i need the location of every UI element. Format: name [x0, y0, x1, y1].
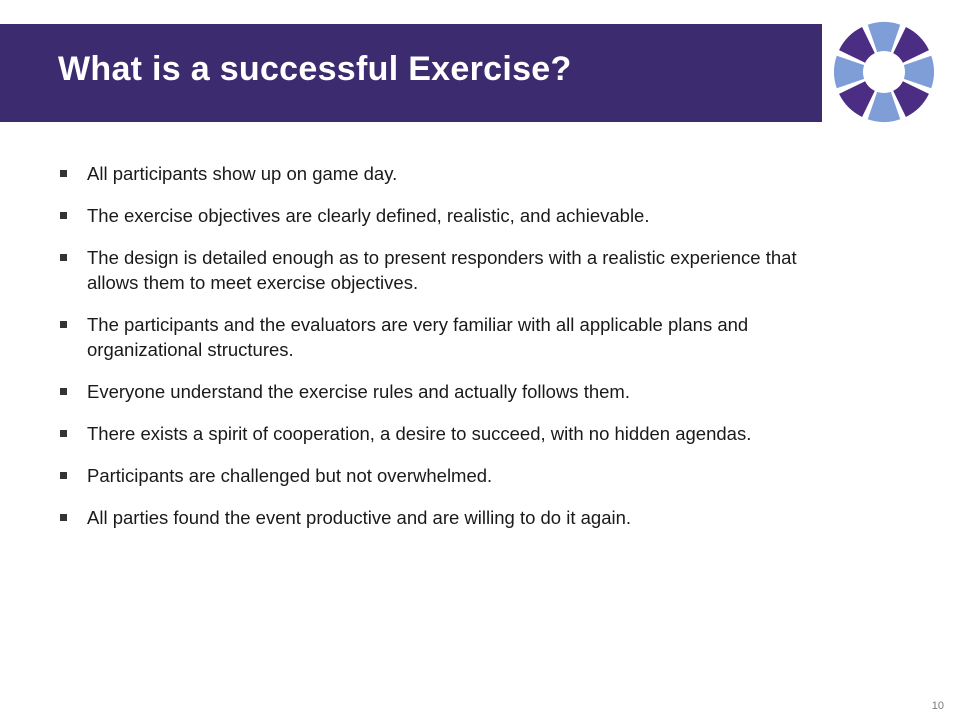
square-bullet-icon [60, 388, 67, 395]
square-bullet-icon [60, 254, 67, 261]
slide-title: What is a successful Exercise? [58, 50, 572, 88]
bullet-item [58, 421, 818, 446]
bullet-list [58, 161, 818, 547]
bullet-text: The design is detailed enough as to present responders with a realistic experience that allows them to meet exercise objectives. [87, 247, 797, 293]
bullet-text: Everyone understand the exercise rules and actually follows them. [87, 381, 630, 402]
square-bullet-icon [60, 430, 67, 437]
bullet-item [58, 463, 818, 488]
bullet-text: All parties found the event productive and are willing to do it again. [87, 507, 632, 528]
page-number: 10 [931, 700, 944, 712]
logo-segment [839, 27, 875, 63]
logo-segment [839, 81, 875, 117]
bullet-text: All participants show up on game day. [87, 163, 398, 184]
bullet-item [58, 245, 818, 295]
logo-segment [893, 81, 929, 117]
bullet-text: The exercise objectives are clearly defined, realistic, and achievable. [87, 205, 650, 226]
logo-segments [834, 22, 934, 122]
square-bullet-icon [60, 472, 67, 479]
square-bullet-icon [60, 321, 67, 328]
logo-segment [868, 22, 901, 52]
bullet-item [58, 203, 818, 228]
logo-segment [893, 27, 929, 63]
bullet-text: The participants and the evaluators are very familiar with all applicable plans and organizational structures. [87, 314, 749, 360]
square-bullet-icon [60, 170, 67, 177]
bullet-item [58, 379, 818, 404]
bullet-item [58, 161, 818, 186]
logo-segment [904, 56, 934, 89]
bullet-item [58, 312, 818, 362]
bullet-text: Participants are challenged but not overwhelmed. [87, 465, 493, 486]
square-bullet-icon [60, 212, 67, 219]
logo-segment [834, 56, 864, 89]
square-bullet-icon [60, 514, 67, 521]
bullet-item [58, 505, 818, 530]
bullet-text: There exists a spirit of cooperation, a desire to succeed, with no hidden agendas. [87, 423, 752, 444]
logo-icon [832, 20, 936, 124]
logo-segment [868, 92, 901, 122]
